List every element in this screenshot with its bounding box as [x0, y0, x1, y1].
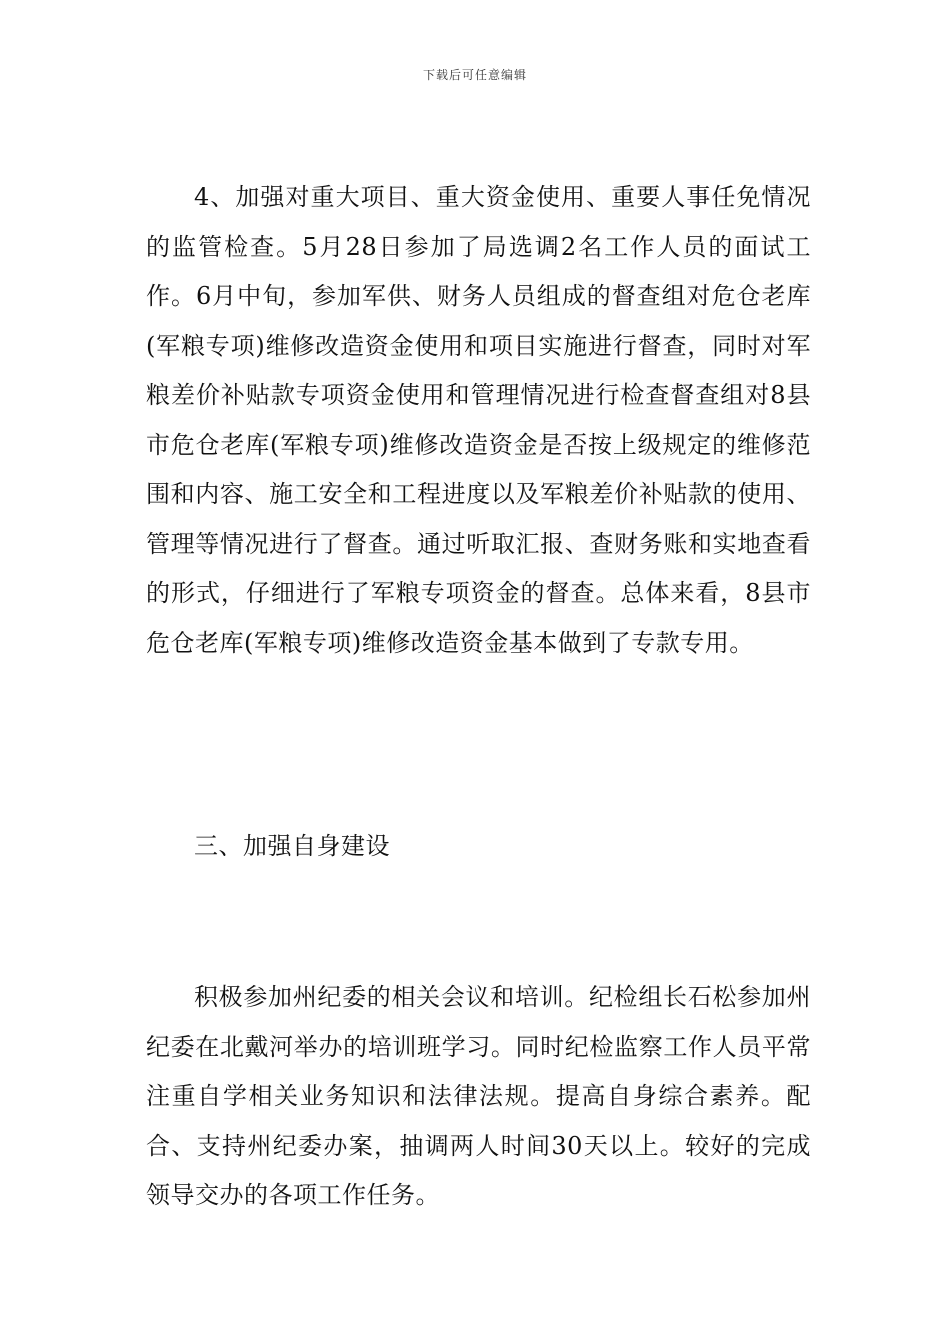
section-heading-three: 三、加强自身建设 [194, 832, 390, 860]
header-note: 下载后可任意编辑 [422, 68, 527, 82]
paragraph-self-building: 积极参加州纪委的相关会议和培训。纪检组长石松参加州纪委在北戴河举办的培训班学习。同时纪检监察工作人员平常注重自学相关业务知识和法律法规。提高自身综合素养。配合、支持州纪委办案，抽调两人时间30天以上。较好的完成领导交办的各项工作任务。 [146, 983, 811, 1209]
paragraph-section-4: 4、加强对重大项目、重大资金使用、重要人事任免情况的监管检查。5月28日参加了局选调2名工作人员的面试工作。6月中旬，参加军供、财务人员组成的督查组对危仓老库(军粮专项)维修改造资金使用和项目实施进行督查，同时对军粮差价补贴款专项资金使用和管理情况进行检查督查组对8县市危仓老库(军粮专项)维修改造资金是否按上级规定的维修范围和内容、施工安全和工程进度以及军粮差价补贴款的使用、管理等情况进行了督查。通过听取汇报、查财务账和实地查看的形式，仔细进行了军粮专项资金的督查。总体来看，8县市危仓老库(军粮专项)维修改造资金基本做到了专款专用。 [146, 183, 811, 657]
